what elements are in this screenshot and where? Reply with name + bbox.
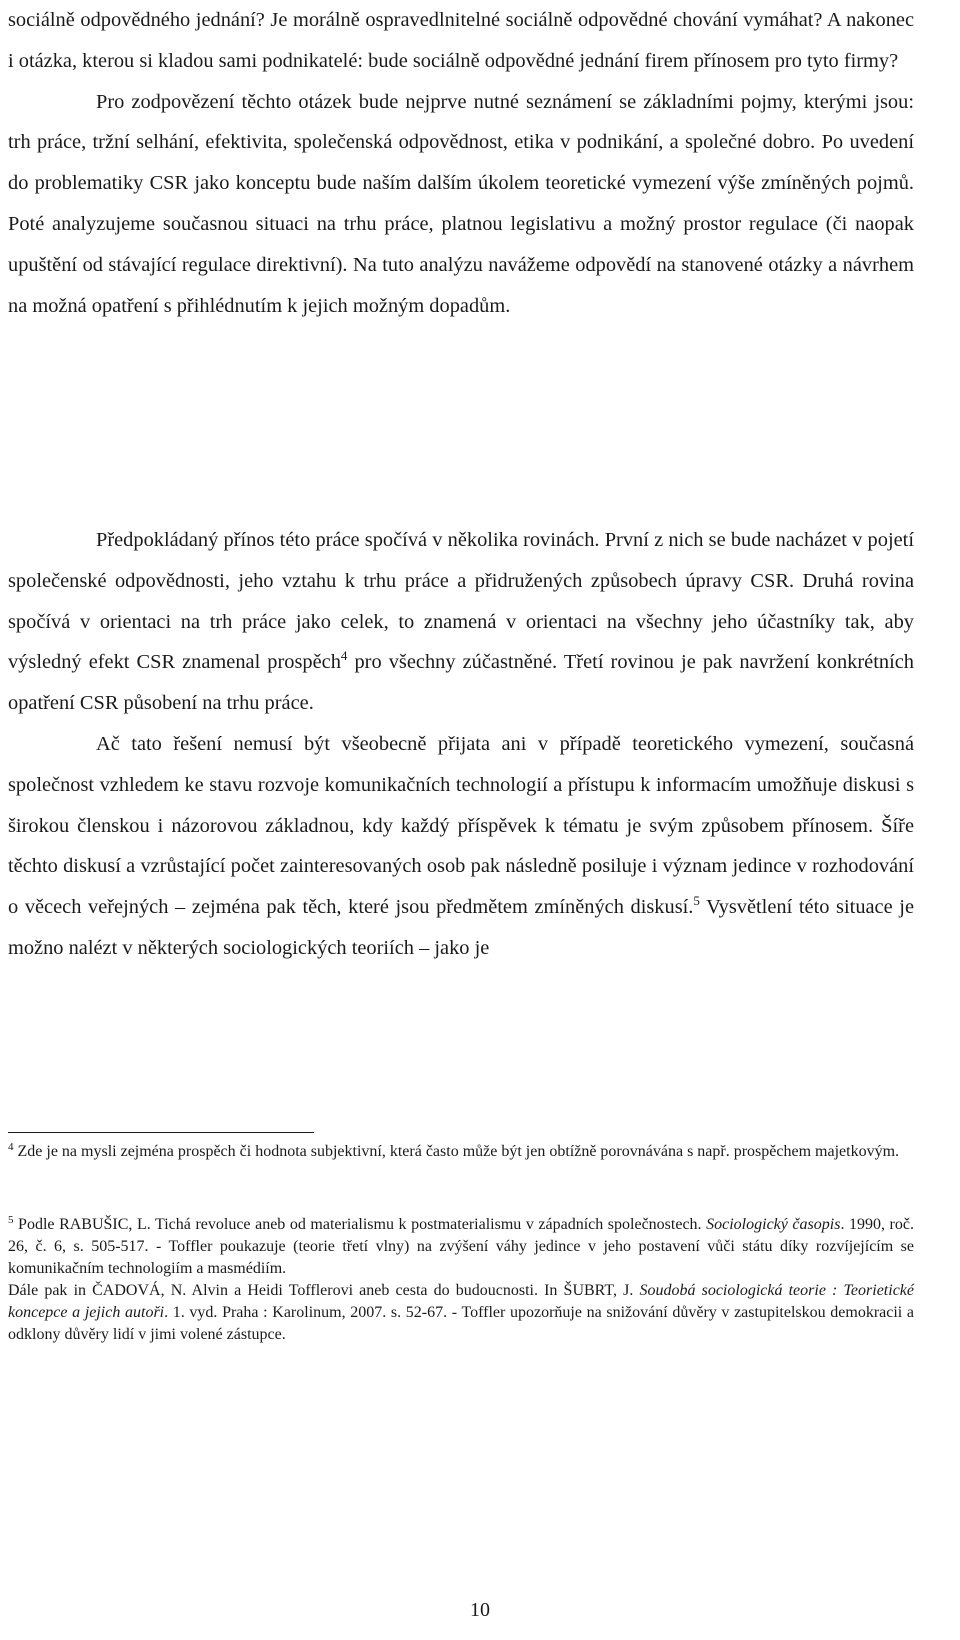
book-title: Soudobá sociologická teorie : Teorietické koncepce a jejich autoři — [8, 1282, 915, 1321]
paragraph-text: Předpokládaný přínos této práce spočívá v několika rovinách. První z nich se bude nacházet v pojetí společenské odpovědnosti, jeho vztahu k trhu práce a přidružených způsobech úpravy CSR. Druhá rovina spočívá v orientaci na trh práce jako celek, to znamená v orientaci na všechny jeho účastníky tak, aby výsledný efekt CSR znamenal prospěch — [8, 529, 914, 674]
page-number: 10 — [470, 1599, 490, 1621]
footnote-mark: 5 — [8, 1214, 14, 1226]
body-text-bottom — [8, 520, 914, 969]
footnote-body: Dále pak in ČADOVÁ, N. Alvin a Heidi Tofflerovi aneb cesta do budoucnosti. In ŠUBRT, J. — [8, 1282, 640, 1299]
paragraph-continuation — [8, 0, 914, 82]
footnote-ref-5[interactable]: 5 — [693, 893, 700, 909]
footnote-body: . 1990, roč. 26, č. 6, s. 505-517. - Toffler poukazuje (teorie třetí vlny) na zvýšení váhy jedince v jeho postavení vůči státu díky rozvíjejícím se komunikačním technologiím a masmédiím. — [8, 1216, 914, 1277]
footnote-ref-4[interactable]: 4 — [340, 648, 348, 664]
paragraph-line: chování vymáhat? A nakonec i otázka, kterou si kladou sami podnikatelé: bude sociálně — [8, 9, 915, 72]
paragraph-contribution — [8, 520, 914, 724]
footnote-body: . 1. vyd. Praha : Karolinum, 2007. s. 52-67. - Toffler upozorňuje na snižování důvěry v zastupitelskou demokracii a odklony důvěry lidí v jimi volené zástupce. — [8, 1304, 914, 1343]
paragraph-discussion — [8, 724, 914, 969]
footnote-5 — [8, 1214, 914, 1346]
footnote-separator — [8, 1132, 314, 1133]
footnote-text — [8, 1280, 914, 1346]
footnote-text — [8, 1214, 914, 1280]
footnote-body: Zde je na mysli zejména prospěch či hodnota subjektivní, která často může být jen obtížně porovnávána s např. prospěchem majetkovým. — [13, 1143, 900, 1160]
paragraph-text: Vysvětlení této situace je možno nalézt v některých sociologických teoriích – jako je — [8, 896, 914, 959]
body-text-top — [8, 0, 914, 326]
journal-title: Sociologický časopis — [706, 1216, 841, 1233]
paragraph-line: odpovědné jednání firem přínosem pro tyto firmy? — [484, 49, 899, 72]
paragraph-text: Ač tato řešení nemusí být všeobecně přijata ani v případě teoretického vymezení, současná společnost vzhledem ke stavu rozvoje komunikačních technologií a přístupu k informacím umožňuje diskusi s širokou členskou i názorovou základnou, kdy každý příspěvek k tématu je svým způsobem přínosem. Šíře těchto diskusí a vzrůstající počet zainteresovaných osob pak následně posiluje i význam jedince v rozhodování o věcech veřejných – zejména pak těch, které jsou předmětem zmíněných diskusí. — [8, 732, 914, 919]
paragraph-line: sociálně odpovědného jednání? Je morálně ospravedlnitelné sociálně odpovědné — [8, 9, 668, 31]
footnote-body: Podle RABUŠIC, L. Tichá revoluce aneb od materialismu k postmaterialismu v západních společnostech. — [13, 1216, 707, 1233]
footnote-4 — [8, 1141, 914, 1163]
footnote-mark: 4 — [8, 1141, 14, 1153]
paragraph-text: pro všechny zúčastněné. Třetí rovinou je pak navržení konkrétních opatření CSR působení na trhu práce. — [8, 651, 914, 715]
footnote-text — [8, 1141, 914, 1163]
paragraph-aims: Pro zodpovězení těchto otázek bude nejprve nutné seznámení se základními pojmy, kterými jsou: trh práce, tržní selhání, efektivita, společenská odpovědnost, etika v podnikání, a společné dobro. Po uvedení do problematiky CSR jako konceptu bude naším dalším úkolem teoretické vymezení výše zmíněných pojmů. Poté analyzujeme současnou situaci na trhu práce, platnou legislativu a možný prostor regulace (či naopak upuštění od stávající regulace direktivní). Na tuto analýzu navážeme odpovědí na stanovené otázky a návrhem na možná opatření s přihlédnutím k jejich možným dopadům. — [8, 90, 914, 317]
